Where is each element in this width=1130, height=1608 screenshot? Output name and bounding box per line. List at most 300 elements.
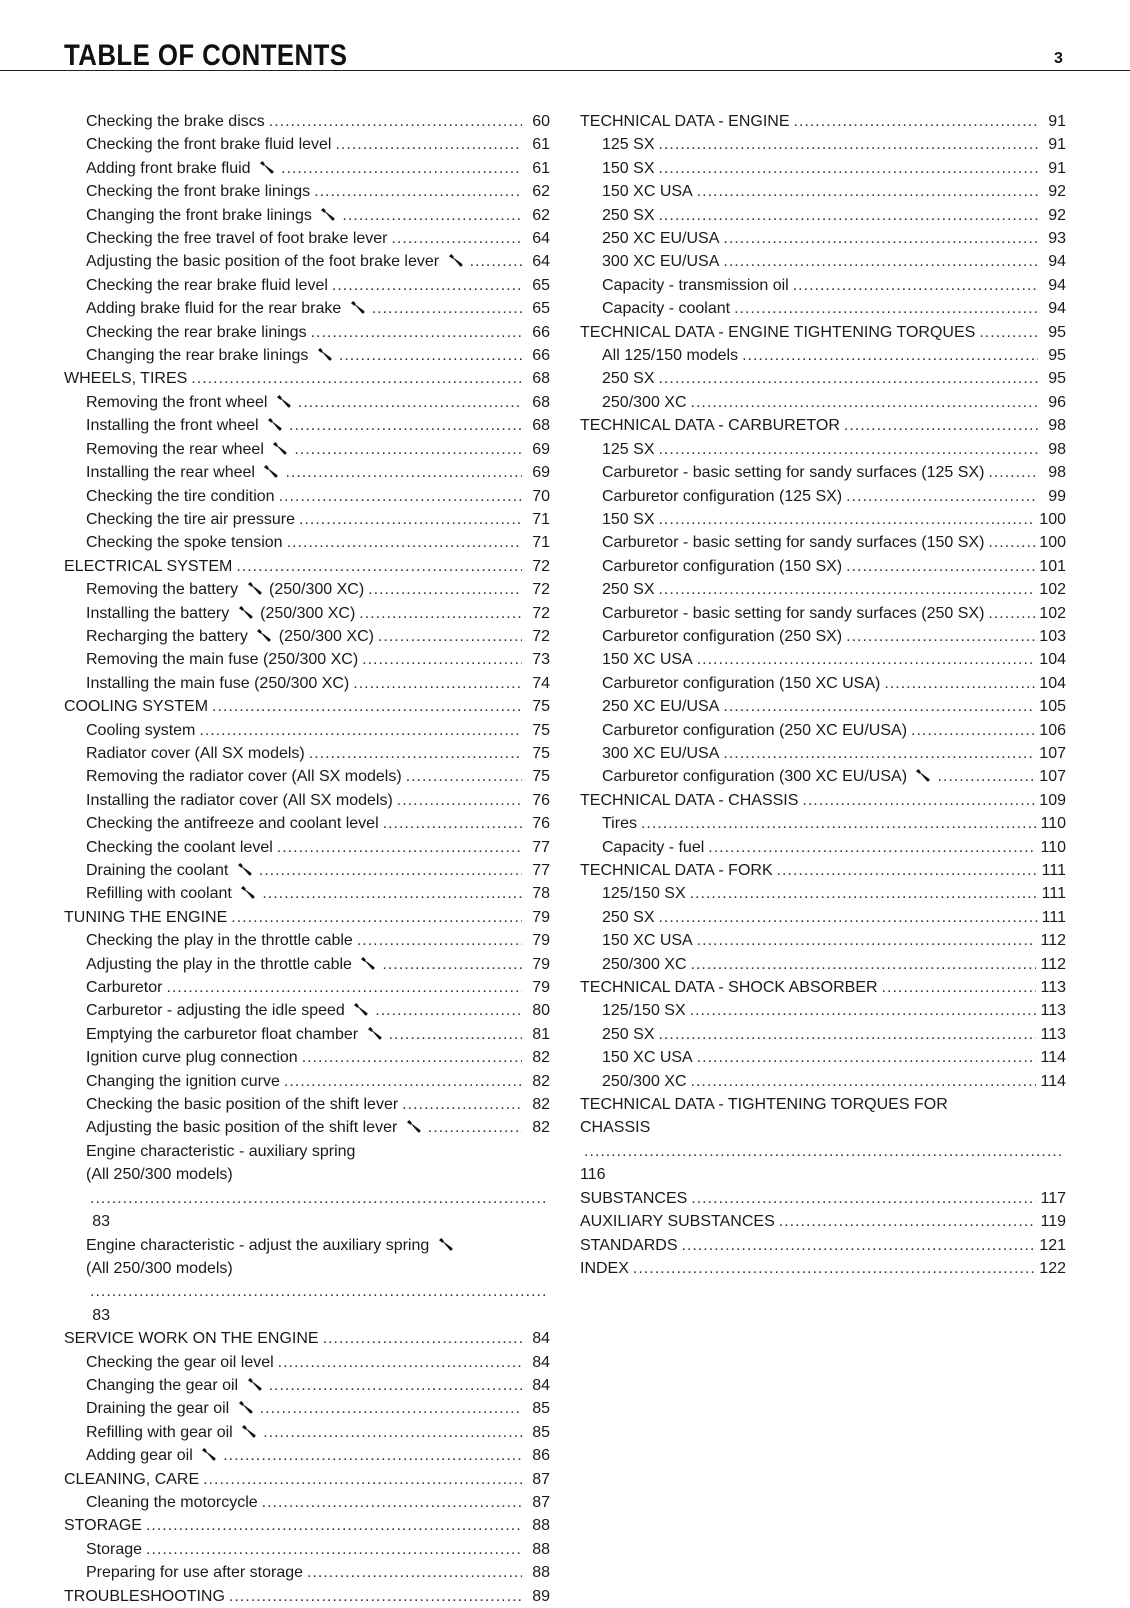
entry-page-number: 98 [1048, 464, 1066, 482]
toc-subsection-entry[interactable] [580, 438, 1066, 461]
toc-subsection-entry[interactable] [64, 1140, 550, 1234]
entry-page-number: 72 [532, 581, 550, 599]
wrench-icon [238, 605, 254, 619]
wrench-icon [237, 862, 253, 876]
dot-leader [392, 227, 523, 250]
entry-title: Changing the gear oil [86, 1376, 239, 1394]
dot-leader [697, 1046, 1037, 1069]
toc-subsection-entry[interactable] [580, 1046, 1066, 1069]
entry-page-number: 100 [1039, 534, 1066, 552]
entry-title: Refilling with coolant [86, 885, 232, 903]
dot-leader [229, 1585, 522, 1608]
entry-title: Checking the tire air pressure [86, 510, 295, 528]
toc-subsection-entry[interactable] [64, 1561, 550, 1584]
dot-leader [844, 414, 1038, 437]
toc-subsection-entry[interactable] [580, 1070, 1066, 1093]
dot-leader [406, 765, 522, 788]
wrench-icon [240, 885, 256, 899]
toc-subsection-entry[interactable] [64, 531, 550, 554]
toc-subsection-entry[interactable] [580, 648, 1066, 671]
header-rule [0, 70, 1130, 71]
toc-subsection-entry[interactable] [580, 274, 1066, 297]
toc-subsection-entry[interactable] [64, 1093, 550, 1116]
toc-subsection-entry[interactable] [64, 859, 550, 882]
toc-section-entry[interactable] [580, 321, 1066, 344]
toc-subsection-entry[interactable] [64, 227, 550, 250]
entry-title: CLEANING, CARE [64, 1470, 200, 1488]
toc-subsection-entry[interactable] [64, 719, 550, 742]
toc-subsection-entry[interactable] [580, 672, 1066, 695]
entry-title: Checking the antifreeze and coolant level [86, 815, 379, 833]
dot-leader [988, 461, 1038, 484]
toc-subsection-entry[interactable] [580, 157, 1066, 180]
dot-leader [299, 508, 522, 531]
toc-subsection-entry[interactable] [64, 321, 550, 344]
toc-subsection-entry[interactable] [580, 250, 1066, 273]
entry-title: Carburetor configuration (150 XC USA) [602, 674, 881, 692]
dot-leader [470, 250, 522, 273]
entry-title: Installing the main fuse (250/300 XC) [86, 674, 350, 692]
toc-subsection-entry[interactable] [64, 1023, 550, 1046]
dot-leader [231, 906, 522, 929]
toc-subsection-entry[interactable] [64, 929, 550, 952]
entry-title: TECHNICAL DATA - SHOCK ABSORBER [580, 979, 878, 997]
entry-title: Installing the front wheel [86, 417, 259, 435]
entry-page-number: 77 [532, 838, 550, 856]
entry-title: Checking the spoke tension [86, 534, 283, 552]
entry-page-number: 92 [1048, 183, 1066, 201]
entry-page-number: 113 [1040, 979, 1066, 997]
toc-subsection-entry[interactable] [580, 133, 1066, 156]
entry-page-number: 104 [1039, 674, 1066, 692]
page-number: 3 [1054, 50, 1063, 67]
dot-leader [882, 976, 1037, 999]
dot-leader [332, 274, 522, 297]
toc-subsection-entry[interactable] [64, 836, 550, 859]
entry-title: Engine characteristic - auxiliary spring [86, 1142, 356, 1160]
toc-section-entry[interactable] [64, 1514, 550, 1537]
wrench-icon [238, 1400, 254, 1414]
entry-title: Carburetor - basic setting for sandy surfaces (125 SX) [602, 464, 985, 482]
entry-page-number: 62 [532, 206, 550, 224]
toc-subsection-entry[interactable] [64, 133, 550, 156]
entry-title: Changing the ignition curve [86, 1072, 280, 1090]
entry-page-number: 66 [532, 323, 550, 341]
toc-subsection-entry[interactable] [580, 906, 1066, 929]
toc-subsection-entry[interactable] [580, 180, 1066, 203]
wrench-icon [267, 417, 283, 431]
toc-subsection-entry[interactable] [64, 742, 550, 765]
toc-subsection-entry[interactable] [64, 578, 550, 601]
entry-title: 125/150 SX [602, 885, 686, 903]
entry-page-number: 116 [580, 1166, 606, 1184]
toc-subsection-entry[interactable] [580, 344, 1066, 367]
dot-leader [402, 1093, 522, 1116]
toc-subsection-entry[interactable] [580, 531, 1066, 554]
toc-subsection-entry[interactable] [64, 485, 550, 508]
entry-title: 125 SX [602, 136, 655, 154]
toc-subsection-entry[interactable] [580, 695, 1066, 718]
entry-page-number: 110 [1040, 815, 1066, 833]
toc-subsection-entry[interactable] [580, 297, 1066, 320]
toc-subsection-entry[interactable] [580, 578, 1066, 601]
dot-leader [285, 461, 522, 484]
toc-subsection-entry[interactable] [64, 391, 550, 414]
toc-subsection-entry[interactable] [64, 1234, 550, 1328]
entry-suffix: (250/300 XC) [260, 604, 356, 622]
dot-leader [166, 976, 522, 999]
dot-leader [911, 719, 1035, 742]
entry-title: Engine characteristic - adjust the auxiliary spring [86, 1236, 430, 1254]
entry-page-number: 79 [532, 932, 550, 950]
dot-leader [697, 180, 1038, 203]
toc-subsection-entry[interactable] [580, 227, 1066, 250]
toc-subsection-entry[interactable] [64, 765, 550, 788]
toc-subsection-entry[interactable] [580, 508, 1066, 531]
entry-page-number: 84 [532, 1330, 550, 1348]
toc-section-entry[interactable] [580, 1093, 1066, 1187]
toc-subsection-entry[interactable] [64, 882, 550, 905]
dot-leader [278, 1351, 522, 1374]
entry-page-number: 107 [1039, 744, 1066, 762]
entry-page-number: 71 [532, 510, 550, 528]
entry-page-number: 65 [532, 300, 550, 318]
dot-leader [383, 812, 522, 835]
toc-section-entry[interactable] [580, 1234, 1066, 1257]
toc-subsection-entry[interactable] [64, 602, 550, 625]
toc-section-entry[interactable] [580, 1257, 1066, 1280]
dot-leader [389, 1023, 522, 1046]
entry-page-number: 72 [532, 604, 550, 622]
toc-subsection-entry[interactable] [64, 1538, 550, 1561]
dot-leader [90, 1187, 546, 1210]
entry-page-number: 94 [1048, 300, 1066, 318]
toc-subsection-entry[interactable] [64, 110, 550, 133]
toc-section-entry[interactable] [64, 1585, 550, 1608]
entry-page-number: 111 [1041, 908, 1066, 926]
entry-page-number: 95 [1048, 347, 1066, 365]
dot-leader [269, 110, 522, 133]
toc-section-entry[interactable] [580, 1187, 1066, 1210]
wrench-icon [241, 1424, 257, 1438]
toc-subsection-entry[interactable] [64, 1421, 550, 1444]
toc-subsection-entry[interactable] [64, 648, 550, 671]
toc-subsection-entry[interactable] [64, 1116, 550, 1139]
entry-page-number: 112 [1040, 955, 1066, 973]
entry-title: Draining the coolant [86, 862, 229, 879]
entry-page-number: 110 [1040, 838, 1066, 856]
toc-subsection-entry[interactable] [64, 414, 550, 437]
entry-page-number: 72 [532, 627, 550, 645]
toc-subsection-entry[interactable] [64, 999, 550, 1022]
dot-leader [697, 648, 1036, 671]
entry-page-number: 122 [1039, 1259, 1066, 1277]
dot-leader [277, 836, 522, 859]
entry-title: Removing the main fuse (250/300 XC) [86, 651, 359, 669]
wrench-icon [259, 160, 275, 174]
entry-page-number: 103 [1039, 627, 1066, 645]
entry-page-number: 91 [1048, 113, 1066, 130]
toc-subsection-entry[interactable] [580, 742, 1066, 765]
entry-page-number: 79 [532, 908, 550, 926]
entry-title: SERVICE WORK ON THE ENGINE [64, 1330, 319, 1348]
entry-title: Checking the tire condition [86, 487, 275, 505]
toc-subsection-entry[interactable] [64, 1046, 550, 1069]
dot-leader [335, 133, 522, 156]
entry-page-number: 61 [532, 159, 550, 177]
entry-title: Capacity - fuel [602, 838, 705, 856]
entry-title: Adding brake fluid for the rear brake [86, 300, 342, 318]
entry-page-number: 98 [1048, 440, 1066, 458]
dot-leader [262, 1491, 522, 1514]
entry-title: TUNING THE ENGINE [64, 908, 228, 926]
toc-section-entry[interactable] [64, 906, 550, 929]
wrench-icon [406, 1119, 422, 1133]
dot-leader [691, 391, 1038, 414]
dot-leader [779, 1210, 1037, 1233]
entry-page-number: 93 [1048, 230, 1066, 248]
entry-page-number: 82 [532, 1049, 550, 1067]
toc-subsection-entry[interactable] [580, 719, 1066, 742]
toc-subsection-entry[interactable] [64, 180, 550, 203]
toc-subsection-entry[interactable] [64, 461, 550, 484]
toc-right-column [580, 110, 1066, 1280]
entry-title: CHASSIS [580, 1119, 651, 1137]
entry-page-number: 99 [1048, 487, 1066, 505]
dot-leader [658, 133, 1038, 156]
dot-leader [223, 1444, 522, 1467]
entry-title: Adding gear oil [86, 1447, 193, 1465]
entry-title: 150 XC USA [602, 932, 693, 950]
entry-page-number: 79 [532, 979, 550, 997]
entry-title: All 125/150 models [602, 347, 739, 365]
dot-leader [397, 789, 522, 812]
toc-subsection-entry[interactable] [64, 1070, 550, 1093]
toc-subsection-entry[interactable] [64, 297, 550, 320]
toc-subsection-entry[interactable] [64, 344, 550, 367]
entry-title: 250 SX [602, 581, 655, 599]
entry-page-number: 102 [1039, 581, 1066, 599]
entry-page-number: 92 [1048, 206, 1066, 224]
dot-leader [199, 719, 522, 742]
entry-page-number: 65 [532, 276, 550, 294]
entry-title: 250 SX [602, 206, 655, 224]
toc-subsection-entry[interactable] [64, 1397, 550, 1420]
toc-section-entry[interactable] [64, 695, 550, 718]
toc-left-column [64, 110, 550, 1608]
entry-title: Adjusting the basic position of the shift lever [86, 1119, 398, 1137]
toc-subsection-entry[interactable] [580, 836, 1066, 859]
entry-title: TECHNICAL DATA - CARBURETOR [580, 417, 840, 435]
entry-page-number: 68 [532, 370, 550, 388]
dot-leader [262, 882, 522, 905]
dot-leader [794, 110, 1038, 133]
toc-subsection-entry[interactable] [64, 625, 550, 648]
dot-leader [311, 321, 522, 344]
dot-leader [734, 297, 1038, 320]
entry-page-number: 79 [532, 955, 550, 973]
dot-leader [846, 555, 1035, 578]
toc-subsection-entry[interactable] [580, 602, 1066, 625]
toc-subsection-entry[interactable] [64, 953, 550, 976]
entry-page-number: 64 [532, 253, 550, 271]
toc-section-entry[interactable] [580, 859, 1066, 882]
dot-leader [937, 765, 1035, 788]
dot-leader [372, 297, 522, 320]
dot-leader [802, 789, 1035, 812]
dot-leader [378, 625, 522, 648]
toc-section-entry[interactable] [64, 367, 550, 390]
toc-subsection-entry[interactable] [580, 204, 1066, 227]
toc-subsection-entry[interactable] [64, 274, 550, 297]
dot-leader [357, 929, 522, 952]
entry-title: 250 SX [602, 370, 655, 388]
dot-leader [658, 438, 1038, 461]
entry-page-number: 106 [1039, 721, 1066, 739]
toc-subsection-entry[interactable] [64, 1491, 550, 1514]
toc-subsection-entry[interactable] [580, 485, 1066, 508]
entry-title: Removing the rear wheel [86, 440, 264, 458]
dot-leader [359, 602, 522, 625]
toc-subsection-entry[interactable] [64, 812, 550, 835]
toc-section-entry[interactable] [580, 110, 1066, 133]
entry-page-number: 88 [532, 1540, 550, 1558]
dot-leader [658, 204, 1038, 227]
entry-title: TECHNICAL DATA - TIGHTENING TORQUES FOR [580, 1096, 948, 1114]
toc-subsection-entry[interactable] [64, 250, 550, 273]
entry-page-number: 111 [1041, 862, 1066, 879]
toc-subsection-entry[interactable] [64, 1374, 550, 1397]
dot-leader [203, 1468, 522, 1491]
toc-section-entry[interactable] [64, 1468, 550, 1491]
entry-title: Storage [86, 1540, 143, 1558]
entry-page-number: 81 [532, 1025, 550, 1043]
entry-page-number: 91 [1048, 136, 1066, 154]
entry-title: Cooling system [86, 721, 196, 739]
entry-title: Carburetor - adjusting the idle speed [86, 1002, 345, 1020]
dot-leader [284, 1070, 522, 1093]
toc-subsection-entry[interactable] [64, 157, 550, 180]
toc-section-entry[interactable] [580, 414, 1066, 437]
toc-section-entry[interactable] [64, 555, 550, 578]
toc-section-entry[interactable] [580, 789, 1066, 812]
toc-subsection-entry[interactable] [580, 812, 1066, 835]
toc-section-entry[interactable] [580, 1210, 1066, 1233]
entry-page-number: 114 [1040, 1072, 1066, 1090]
entry-title: Adjusting the play in the throttle cable [86, 955, 352, 973]
dot-leader [658, 367, 1038, 390]
entry-page-number: 101 [1039, 557, 1066, 575]
toc-subsection-entry[interactable] [580, 367, 1066, 390]
entry-title: Carburetor [86, 979, 163, 997]
entry-page-number: 85 [532, 1400, 550, 1418]
entry-page-number: 60 [532, 113, 550, 130]
entry-title: Checking the rear brake linings [86, 323, 307, 341]
entry-title: 150 XC USA [602, 1049, 693, 1067]
entry-title: Recharging the battery [86, 627, 248, 645]
entry-page-number: 72 [532, 557, 550, 575]
dot-leader [723, 742, 1035, 765]
dot-leader [723, 227, 1038, 250]
toc-subsection-entry[interactable] [64, 1444, 550, 1467]
entry-title: AUXILIARY SUBSTANCES [580, 1213, 775, 1231]
dot-leader [793, 274, 1038, 297]
entry-title: 125 SX [602, 440, 655, 458]
dot-leader [742, 344, 1038, 367]
entry-page-number: 85 [532, 1423, 550, 1441]
toc-subsection-entry[interactable] [580, 555, 1066, 578]
entry-page-number: 82 [532, 1096, 550, 1114]
entry-title: INDEX [580, 1259, 629, 1277]
entry-title: Changing the rear brake linings [86, 347, 309, 365]
entry-title: TECHNICAL DATA - ENGINE [580, 113, 790, 130]
entry-title: Carburetor configuration (250 SX) [602, 627, 843, 645]
entry-title: Checking the gear oil level [86, 1353, 274, 1371]
entry-page-number: 111 [1041, 885, 1066, 903]
toc-subsection-entry[interactable] [580, 391, 1066, 414]
dot-leader [269, 1374, 522, 1397]
dot-leader [309, 742, 522, 765]
toc-subsection-entry[interactable] [580, 765, 1066, 788]
entry-title: Preparing for use after storage [86, 1564, 304, 1582]
toc-subsection-entry[interactable] [64, 438, 550, 461]
entry-page-number: 84 [532, 1376, 550, 1394]
entry-suffix: (250/300 XC) [268, 581, 365, 599]
toc-subsection-entry[interactable] [580, 953, 1066, 976]
toc-subsection-entry[interactable] [64, 204, 550, 227]
dot-leader [658, 906, 1037, 929]
entry-title: SUBSTANCES [580, 1189, 688, 1207]
toc-subsection-entry[interactable] [580, 882, 1066, 905]
toc-subsection-entry[interactable] [580, 929, 1066, 952]
entry-page-number: 87 [532, 1470, 550, 1488]
dot-leader [988, 531, 1035, 554]
entry-title: Checking the free travel of foot brake lever [86, 230, 388, 248]
dot-leader [697, 929, 1037, 952]
entry-title: Checking the front brake linings [86, 183, 311, 201]
entry-page-number: 68 [532, 417, 550, 435]
toc-subsection-entry[interactable] [580, 625, 1066, 648]
dot-leader [641, 812, 1037, 835]
dot-leader [658, 508, 1035, 531]
dot-leader [846, 485, 1038, 508]
entry-title: Carburetor - basic setting for sandy surfaces (150 SX) [602, 534, 985, 552]
toc-subsection-entry[interactable] [64, 789, 550, 812]
toc-subsection-entry[interactable] [580, 461, 1066, 484]
dot-leader [979, 321, 1038, 344]
entry-page-number: 75 [532, 744, 550, 762]
toc-subsection-entry[interactable] [580, 1023, 1066, 1046]
dot-leader [708, 836, 1036, 859]
toc-subsection-entry[interactable] [580, 999, 1066, 1022]
toc-section-entry[interactable] [580, 976, 1066, 999]
toc-subsection-entry[interactable] [64, 976, 550, 999]
toc-subsection-entry[interactable] [64, 508, 550, 531]
dot-leader [691, 1187, 1036, 1210]
entry-title: 250/300 XC [602, 1072, 687, 1090]
dot-leader [260, 1397, 522, 1420]
entry-title: Carburetor configuration (150 SX) [602, 557, 843, 575]
entry-title: 250/300 XC [602, 393, 687, 411]
toc-subsection-entry[interactable] [64, 1351, 550, 1374]
toc-section-entry[interactable] [64, 1327, 550, 1350]
entry-page-number: 82 [532, 1119, 550, 1137]
entry-page-number: 104 [1039, 651, 1066, 669]
entry-title: 250 XC EU/USA [602, 230, 720, 248]
toc-subsection-entry[interactable] [64, 672, 550, 695]
entry-page-number: 62 [532, 183, 550, 201]
entry-page-number: 83 [92, 1306, 110, 1324]
